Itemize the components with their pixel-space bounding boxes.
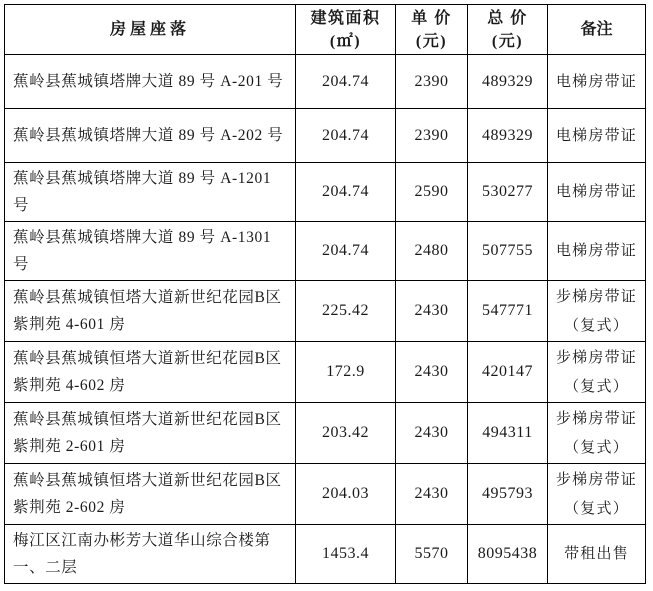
- address-line: 紫荆苑 2-601 房: [13, 438, 126, 455]
- unit-price-cell: 2430: [396, 464, 468, 525]
- address-line: 蕉岭县蕉城镇恒塔大道新世纪花园B区: [13, 411, 282, 428]
- area-cell: 225.42: [296, 281, 396, 342]
- remark-line: （复式）: [564, 500, 629, 517]
- remark-line: 电梯房带证: [555, 243, 637, 259]
- unit-price-cell: 5570: [396, 525, 468, 584]
- remark-line: （复式）: [564, 317, 629, 334]
- total-price-cell: 489329: [468, 109, 548, 163]
- header-unit-price: [396, 5, 468, 55]
- header-total-price-line-2: (元): [491, 32, 524, 50]
- table-row: [5, 464, 646, 525]
- remark-line: （复式）: [564, 378, 629, 395]
- remark-line: 电梯房带证: [555, 184, 637, 200]
- area-cell: 203.42: [296, 403, 396, 464]
- remark-line: 电梯房带证: [555, 73, 637, 90]
- address-line: 蕉岭县蕉城镇塔牌大道 89 号 A-201 号: [13, 73, 284, 90]
- total-price-cell: 495793: [468, 464, 548, 525]
- address-cell: [5, 403, 296, 464]
- unit-price-cell: 2430: [396, 342, 468, 403]
- unit-price-cell: 2430: [396, 281, 468, 342]
- address-cell: [5, 525, 296, 584]
- total-price-cell: 420147: [468, 342, 548, 403]
- remark-cell: [548, 222, 646, 281]
- address-line: 蕉岭县蕉城镇塔牌大道 89 号 A-1301 号: [13, 229, 272, 273]
- remark-cell: [548, 55, 646, 109]
- table-row: [5, 55, 646, 109]
- address-cell: [5, 342, 296, 403]
- address-cell: [5, 109, 296, 163]
- total-price-cell: 489329: [468, 55, 548, 109]
- header-area-line-1: 建筑面积: [310, 9, 381, 27]
- unit-price-cell: 2430: [396, 403, 468, 464]
- unit-price-cell: 2590: [396, 163, 468, 222]
- header-remark: 备注: [548, 5, 646, 55]
- remark-cell: [548, 163, 646, 222]
- address-cell: [5, 163, 296, 222]
- address-cell: [5, 281, 296, 342]
- area-cell: 172.9: [296, 342, 396, 403]
- address-line: 蕉岭县蕉城镇塔牌大道 89 号 A-202 号: [13, 127, 284, 144]
- unit-price-cell: 2390: [396, 55, 468, 109]
- table-header-row: [5, 5, 646, 55]
- area-cell: 1453.4: [296, 525, 396, 584]
- table-row: [5, 281, 646, 342]
- remark-line: 步梯房带证: [555, 410, 637, 427]
- address-cell: [5, 55, 296, 109]
- address-line: 一、二层: [13, 559, 78, 576]
- table-row: [5, 525, 646, 584]
- header-area: [296, 5, 396, 55]
- area-cell: 204.74: [296, 55, 396, 109]
- address-line: 紫荆苑 4-601 房: [13, 316, 126, 333]
- remark-cell: [548, 342, 646, 403]
- total-price-cell: 530277: [468, 163, 548, 222]
- table-row: [5, 222, 646, 281]
- area-cell: 204.03: [296, 464, 396, 525]
- table-row: [5, 403, 646, 464]
- property-listing-table: [4, 4, 646, 584]
- area-cell: 204.74: [296, 163, 396, 222]
- unit-price-cell: 2480: [396, 222, 468, 281]
- remark-cell: [548, 403, 646, 464]
- area-cell: 204.74: [296, 109, 396, 163]
- address-line: 梅江区江南办彬芳大道华山综合楼第: [13, 532, 271, 549]
- unit-price-cell: 2390: [396, 109, 468, 163]
- address-line: 蕉岭县蕉城镇塔牌大道 89 号 A-1201 号: [13, 170, 272, 214]
- area-cell: 204.74: [296, 222, 396, 281]
- table-row: [5, 342, 646, 403]
- address-line: 蕉岭县蕉城镇恒塔大道新世纪花园B区: [13, 472, 282, 489]
- remark-line: 电梯房带证: [555, 127, 637, 144]
- remark-line: 步梯房带证: [555, 471, 637, 488]
- total-price-cell: 507755: [468, 222, 548, 281]
- remark-cell: [548, 281, 646, 342]
- address-cell: [5, 222, 296, 281]
- remark-cell: [548, 525, 646, 584]
- remark-line: 步梯房带证: [555, 288, 637, 305]
- address-line: 紫荆苑 4-602 房: [13, 377, 126, 394]
- header-unit-price-line-1: 单 价: [411, 9, 452, 27]
- remark-line: 步梯房带证: [555, 349, 637, 366]
- header-address: 房屋座落: [5, 5, 296, 55]
- header-unit-price-line-2: (元): [415, 32, 448, 50]
- header-total-price: [468, 5, 548, 55]
- address-cell: [5, 464, 296, 525]
- address-line: 蕉岭县蕉城镇恒塔大道新世纪花园B区: [13, 289, 282, 306]
- address-line: 蕉岭县蕉城镇恒塔大道新世纪花园B区: [13, 350, 282, 367]
- total-price-cell: 494311: [468, 403, 548, 464]
- total-price-cell: 547771: [468, 281, 548, 342]
- remark-cell: [548, 109, 646, 163]
- remark-line: 带租出售: [564, 546, 629, 562]
- remark-cell: [548, 464, 646, 525]
- address-line: 紫荆苑 2-602 房: [13, 499, 126, 516]
- header-total-price-line-1: 总 价: [487, 9, 528, 27]
- table-row: [5, 109, 646, 163]
- table-row: [5, 163, 646, 222]
- remark-line: （复式）: [564, 439, 629, 456]
- total-price-cell: 8095438: [468, 525, 548, 584]
- header-area-line-2: (㎡): [329, 32, 362, 50]
